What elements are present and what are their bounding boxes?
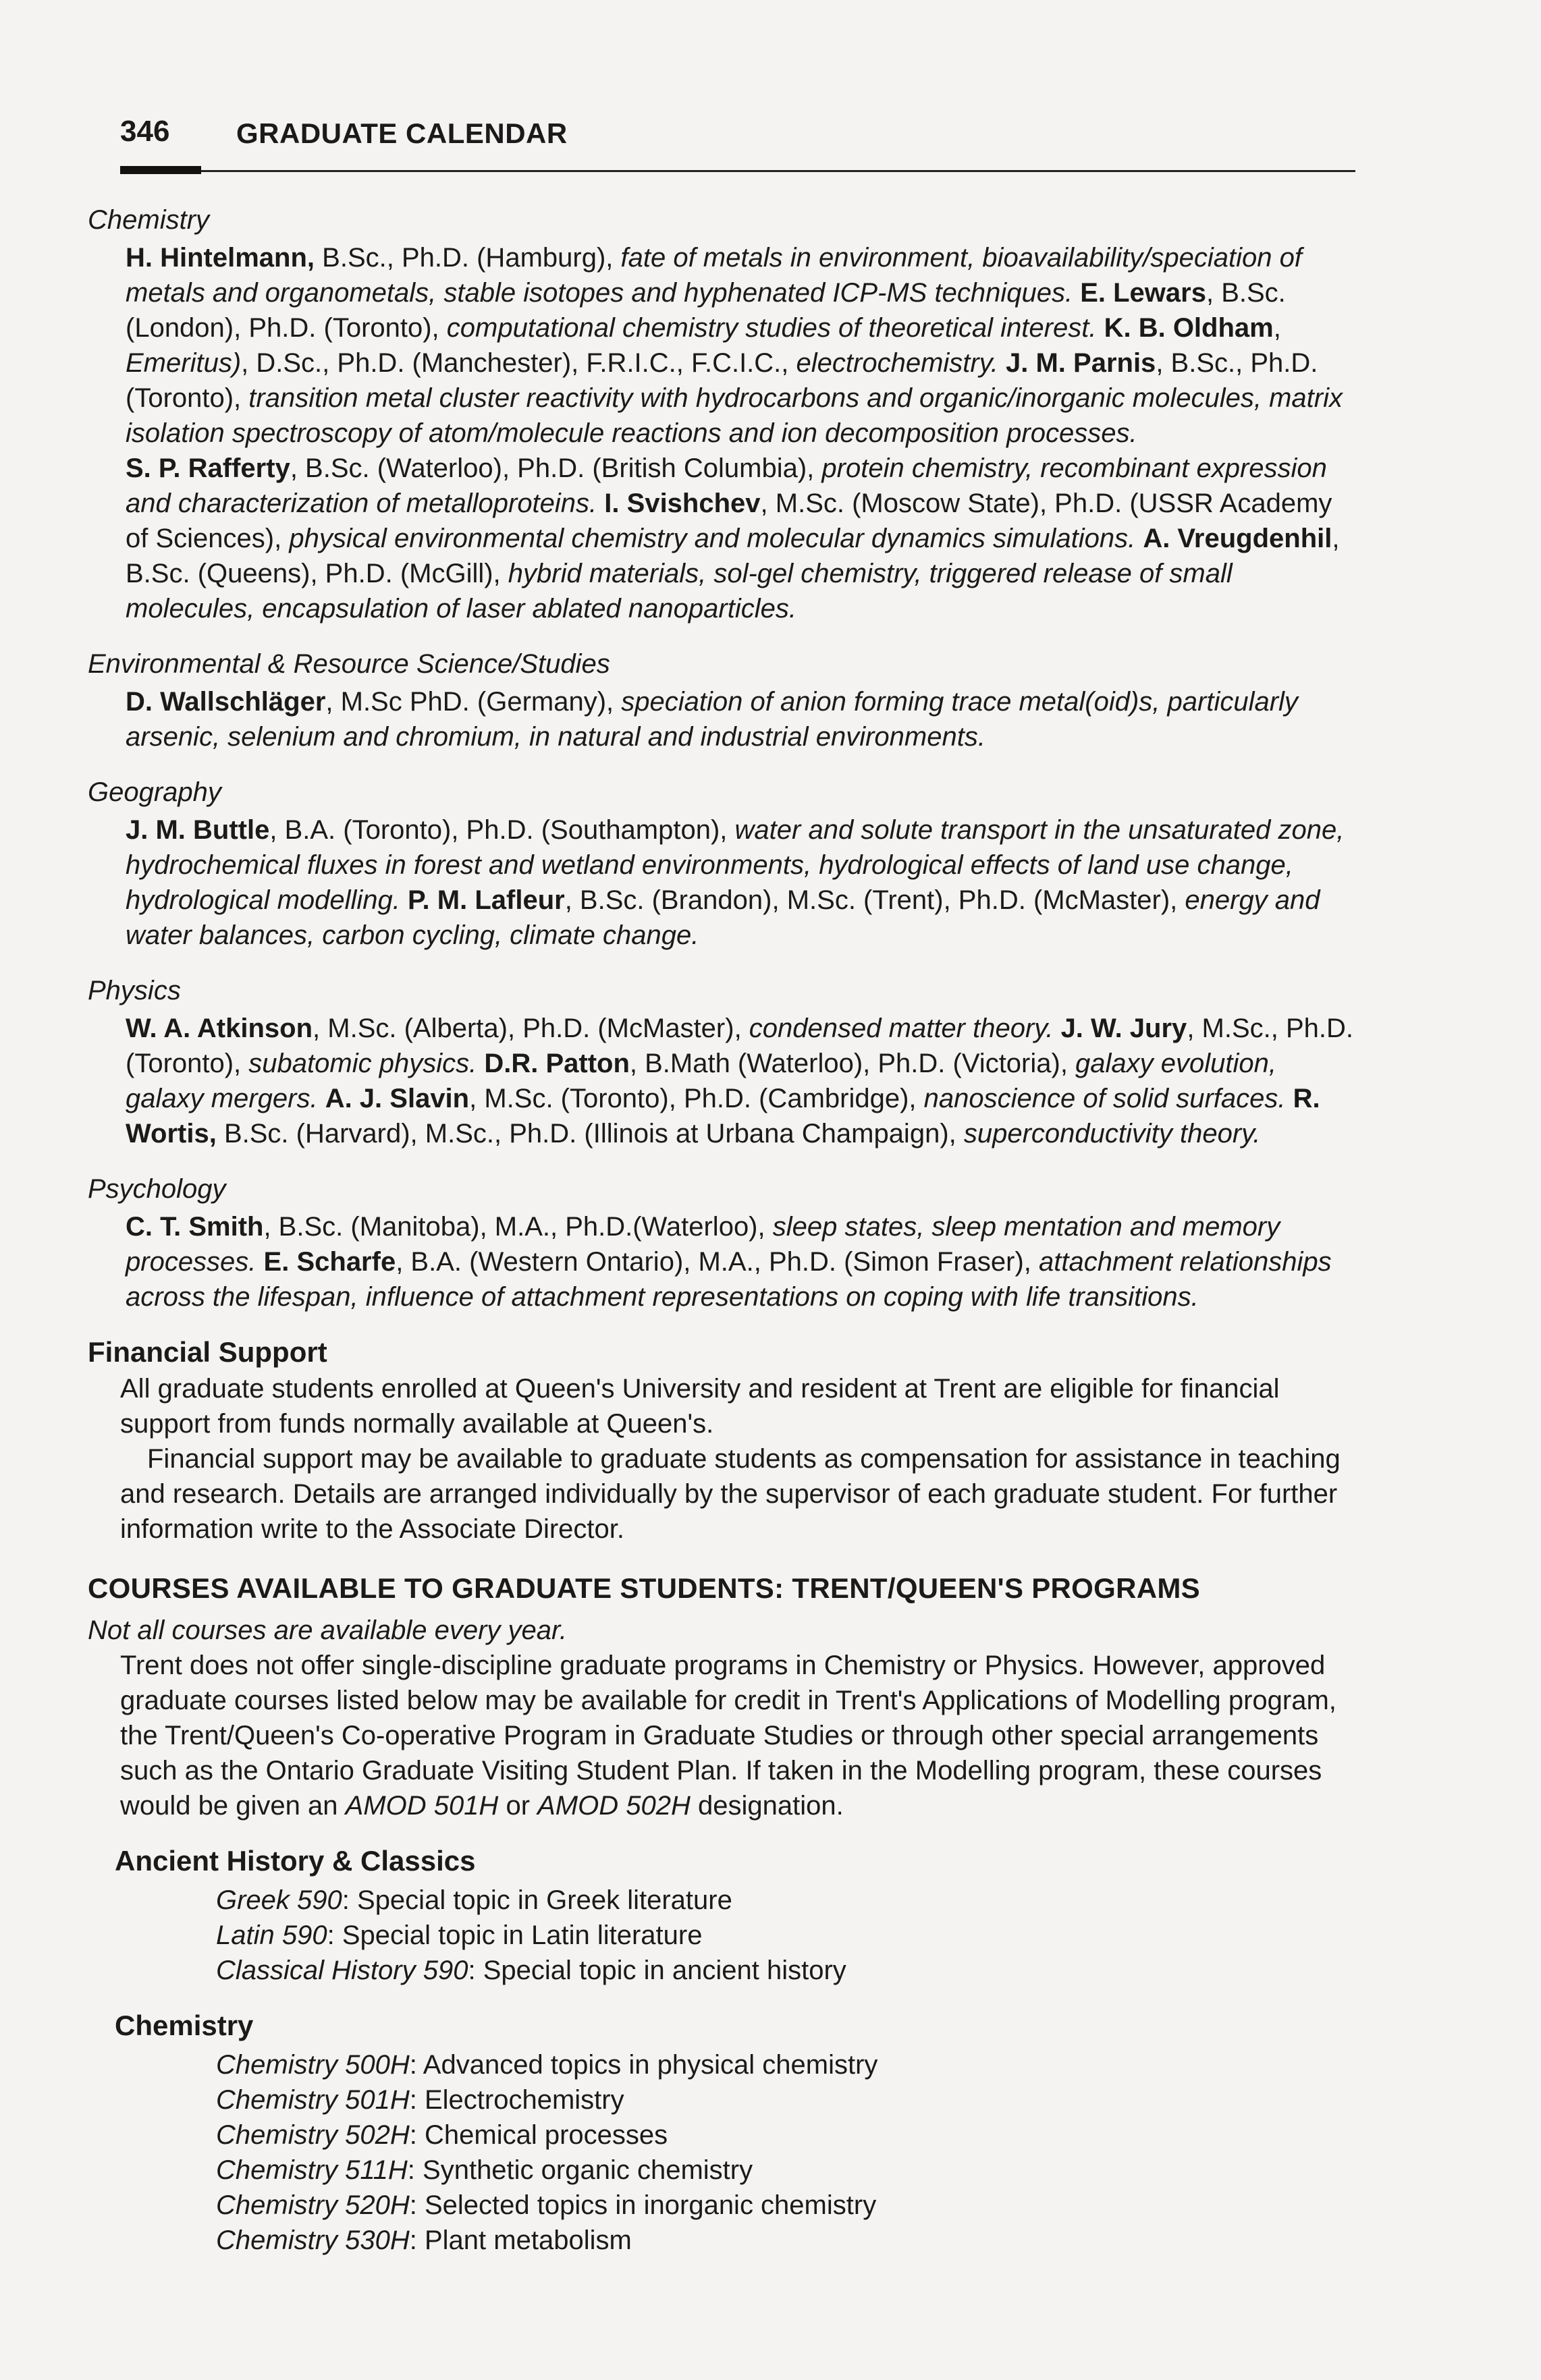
dept-heading: Physics xyxy=(88,976,181,1005)
course-code: Chemistry 511H xyxy=(216,2155,408,2185)
page-content xyxy=(88,202,1357,2258)
faculty-name: A. Vreugdenhil xyxy=(1143,524,1332,553)
faculty-interests: condensed matter theory. xyxy=(741,1014,1054,1043)
faculty-paragraph xyxy=(126,812,1357,953)
faculty-section-geography xyxy=(88,775,1357,953)
dept-heading: Geography xyxy=(88,777,221,807)
course-title: : Special topic in ancient history xyxy=(468,1956,846,1985)
faculty-status: Emeritus) xyxy=(126,348,242,378)
body-paragraph: Financial support may be available to graduate students as compensation for assistance in teaching and research. Details are arranged individually by the supervisor of each graduate student. For further information write to the Associate Director. xyxy=(120,1444,1341,1544)
faculty-section-environmental xyxy=(88,646,1357,754)
faculty-degrees: , B.Sc. (London), Ph.D. (Toronto), xyxy=(126,278,1286,343)
faculty-interests: physical environmental chemistry and molecular dynamics simulations. xyxy=(281,524,1136,553)
faculty-paragraph xyxy=(126,684,1357,754)
faculty-interests: fate of metals in environment, bioavailability/speciation of metals and organometals, stable isotopes and hyphenated ICP-MS techniques. xyxy=(126,243,1302,308)
faculty-name: E. Scharfe xyxy=(263,1247,396,1277)
course-item xyxy=(216,2118,1357,2153)
faculty-interests: transition metal cluster reactivity with hydrocarbons and organic/inorganic molecules, matrix isolation spectroscopy of atom/molecule reactions and ion decomposition processes. xyxy=(126,383,1343,448)
faculty-name: E. Lewars xyxy=(1080,278,1206,308)
faculty-degrees: , M.Sc PhD. (Germany), xyxy=(325,687,614,717)
faculty-interests: superconductivity theory. xyxy=(956,1119,1261,1149)
faculty-degrees: , B.Sc. (Queens), Ph.D. (McGill), xyxy=(126,524,1340,588)
course-item xyxy=(216,1918,1357,1953)
faculty-name: R. Wortis, xyxy=(126,1084,1320,1149)
faculty-name: P. M. Lafleur xyxy=(408,885,565,915)
course-title: : Special topic in Latin literature xyxy=(327,1920,703,1950)
course-title: : Selected topics in inorganic chemistry xyxy=(409,2190,877,2220)
course-item xyxy=(216,2153,1357,2188)
header-rule xyxy=(120,170,1355,172)
course-item xyxy=(216,2082,1357,2118)
faculty-degrees: B.Sc., Ph.D. (Hamburg), xyxy=(315,243,614,273)
program-heading: Chemistry xyxy=(115,2010,254,2041)
faculty-name: J. M. Parnis xyxy=(1006,348,1156,378)
course-code: Chemistry 500H xyxy=(216,2050,410,2080)
course-item xyxy=(216,2223,1357,2258)
course-code: Chemistry 520H xyxy=(216,2190,410,2220)
course-item xyxy=(216,2047,1357,2082)
faculty-interests: subatomic physics. xyxy=(241,1049,477,1078)
dept-heading: Psychology xyxy=(88,1174,226,1204)
faculty-paragraph xyxy=(126,1011,1357,1151)
faculty-interests: water and solute transport in the unsaturated zone, hydrochemical fluxes in forest and wetland environments, hydrological effects of land use change, hydrological modelling. xyxy=(126,815,1345,915)
page-number: 346 xyxy=(120,115,170,148)
faculty-paragraph xyxy=(126,1209,1357,1314)
faculty-degrees: , B.Math (Waterloo), Ph.D. (Victoria), xyxy=(629,1049,1068,1078)
faculty-name: D.R. Patton xyxy=(484,1049,630,1078)
faculty-interests: sleep states, sleep mentation and memory processes. xyxy=(126,1212,1280,1277)
faculty-interests: speciation of anion forming trace metal(oid)s, particularly arsenic, selenium and chromium, in natural and industrial environments. xyxy=(126,687,1298,752)
intro-text: designation. xyxy=(690,1791,844,1821)
dept-heading: Environmental & Resource Science/Studies xyxy=(88,649,610,679)
faculty-name: C. T. Smith xyxy=(126,1212,264,1242)
financial-support-section xyxy=(88,1335,1357,1547)
course-code: AMOD 501H xyxy=(345,1791,499,1821)
faculty-section-psychology xyxy=(88,1171,1357,1314)
faculty-name: J. W. Jury xyxy=(1060,1014,1187,1043)
faculty-section-physics xyxy=(88,973,1357,1151)
course-title: : Special topic in Greek literature xyxy=(342,1885,732,1915)
faculty-name: A. J. Slavin xyxy=(325,1084,470,1113)
faculty-interests: nanoscience of solid surfaces. xyxy=(916,1084,1286,1113)
faculty-degrees: , xyxy=(1273,313,1281,343)
faculty-degrees: B.Sc. (Harvard), M.Sc., Ph.D. (Illinois at Urbana Champaign), xyxy=(216,1119,956,1149)
faculty-name: H. Hintelmann, xyxy=(126,243,315,273)
faculty-degrees: , M.Sc. (Alberta), Ph.D. (McMaster), xyxy=(313,1014,742,1043)
course-code: Chemistry 502H xyxy=(216,2120,410,2150)
section-heading: COURSES AVAILABLE TO GRADUATE STUDENTS: TRENT/QUEEN'S PROGRAMS xyxy=(88,1572,1200,1604)
body-paragraph: All graduate students enrolled at Queen's University and resident at Trent are eligible for financial support from funds normally available at Queen's. xyxy=(120,1374,1280,1439)
course-title: : Advanced topics in physical chemistry xyxy=(409,2050,878,2080)
program-heading: Ancient History & Classics xyxy=(115,1845,476,1877)
faculty-name: J. M. Buttle xyxy=(126,815,270,845)
course-code: Latin 590 xyxy=(216,1920,327,1950)
faculty-interests: electrochemistry. xyxy=(788,348,998,378)
faculty-degrees: , M.Sc. (Moscow State), Ph.D. (USSR Academy of Sciences), xyxy=(126,489,1332,553)
faculty-degrees: , M.Sc., Ph.D. (Toronto), xyxy=(126,1014,1354,1078)
faculty-degrees: , B.Sc. (Manitoba), M.A., Ph.D.(Waterloo), xyxy=(263,1212,765,1242)
faculty-name: D. Wallschläger xyxy=(126,687,326,717)
faculty-degrees: , D.Sc., Ph.D. (Manchester), F.R.I.C., F.C.I.C., xyxy=(241,348,789,378)
header-rule-accent xyxy=(120,166,201,174)
faculty-paragraph xyxy=(126,240,1357,626)
intro-text: or xyxy=(498,1791,538,1821)
body-paragraph xyxy=(120,1648,1357,1823)
course-code: AMOD 502H xyxy=(537,1791,691,1821)
faculty-name: W. A. Atkinson xyxy=(126,1014,313,1043)
section-heading: Financial Support xyxy=(88,1336,327,1368)
courses-section xyxy=(88,1571,1357,2258)
faculty-degrees: , B.Sc., Ph.D. (Toronto), xyxy=(126,348,1318,413)
faculty-degrees: , B.A. (Western Ontario), M.A., Ph.D. (Simon Fraser), xyxy=(396,1247,1031,1277)
faculty-interests: attachment relationships across the lifespan, influence of attachment representations on coping with life transitions. xyxy=(126,1247,1332,1312)
course-title: : Synthetic organic chemistry xyxy=(407,2155,753,2185)
dept-heading: Chemistry xyxy=(88,205,210,235)
course-title: : Plant metabolism xyxy=(409,2225,632,2255)
course-title: : Chemical processes xyxy=(409,2120,668,2150)
intro-text: Trent does not offer single-discipline graduate programs in Chemistry or Physics. However, approved graduate courses listed below may be available for credit in Trent's Applications of Modelling program, the Trent/Queen's Co-operative Program in Graduate Studies or through other special arrangements such as the Ontario Graduate Visiting Student Plan. If taken in the Modelling program, these courses would be given an xyxy=(120,1651,1336,1821)
faculty-degrees: , B.Sc. (Brandon), M.Sc. (Trent), Ph.D. (McMaster), xyxy=(564,885,1178,915)
faculty-degrees: , M.Sc. (Toronto), Ph.D. (Cambridge), xyxy=(469,1084,917,1113)
running-title: GRADUATE CALENDAR xyxy=(236,117,568,149)
course-item xyxy=(216,2188,1357,2223)
faculty-interests: hybrid materials, sol-gel chemistry, triggered release of small molecules, encapsulation of laser ablated nanoparticles. xyxy=(126,559,1233,624)
course-code: Classical History 590 xyxy=(216,1956,468,1985)
faculty-interests: galaxy evolution, galaxy mergers. xyxy=(126,1049,1277,1113)
course-code: Chemistry 501H xyxy=(216,2085,410,2115)
faculty-name: K. B. Oldham xyxy=(1104,313,1274,343)
course-code: Greek 590 xyxy=(216,1885,342,1915)
faculty-interests: protein chemistry, recombinant expression and characterization of metalloproteins. xyxy=(126,453,1327,518)
availability-note: Not all courses are available every year. xyxy=(88,1615,567,1645)
faculty-interests: energy and water balances, carbon cycling, climate change. xyxy=(126,885,1320,950)
faculty-interests: computational chemistry studies of theoretical interest. xyxy=(439,313,1097,343)
faculty-degrees: , B.Sc. (Waterloo), Ph.D. (British Columbia), xyxy=(290,453,815,483)
faculty-name: I. Svishchev xyxy=(604,489,761,518)
faculty-section-chemistry xyxy=(88,202,1357,626)
faculty-name: S. P. Rafferty xyxy=(126,453,290,483)
course-title: : Electrochemistry xyxy=(409,2085,624,2115)
faculty-degrees: , B.A. (Toronto), Ph.D. (Southampton), xyxy=(269,815,728,845)
course-item xyxy=(216,1883,1357,1918)
course-item xyxy=(216,1953,1357,1988)
course-code: Chemistry 530H xyxy=(216,2225,410,2255)
